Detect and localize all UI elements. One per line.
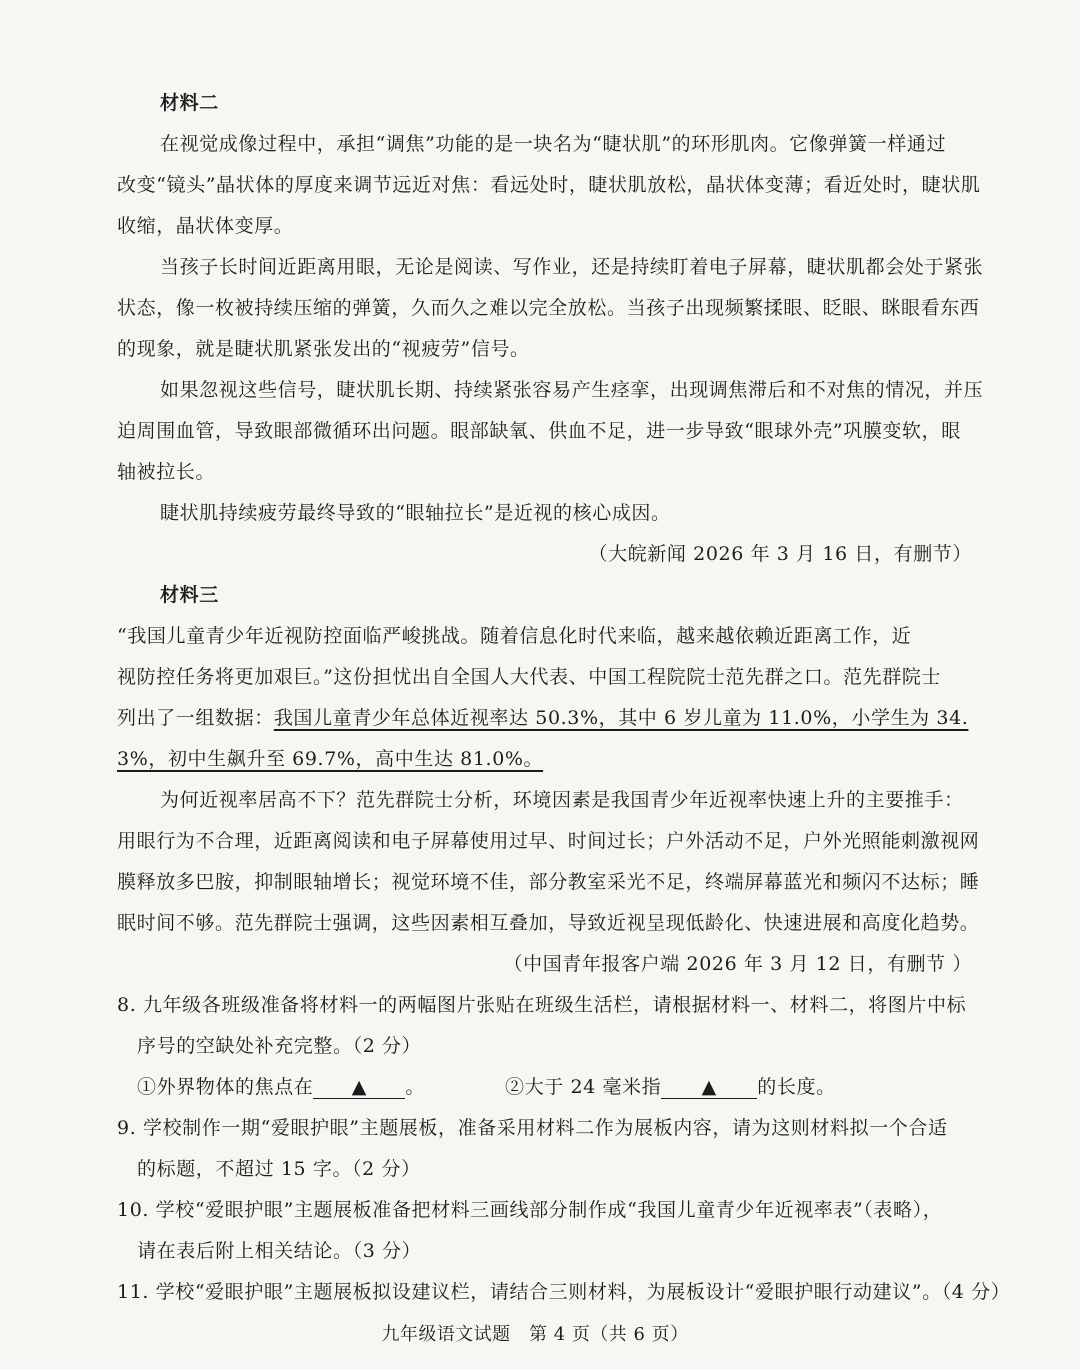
material2-line-2: 改变“镜头”晶状体的厚度来调节远近对焦：看远处时，睫状肌放松，晶状体变薄；看近处时，睫状肌 xyxy=(117,174,981,196)
question-8-blank-2-prefix: ②大于 24 毫米指 xyxy=(505,1076,662,1098)
material3-line-3 xyxy=(117,705,968,731)
material3-line-8: 眠时间不够。范先群院士强调，这些因素相互叠加，导致近视呈现低龄化、快速进展和高度化趋势。 xyxy=(117,912,980,934)
question-8-blank-1-prefix: ①外界物体的焦点在 xyxy=(137,1076,314,1098)
material3-line-7: 膜释放多巴胺，抑制眼轴增长；视觉环境不佳，部分教室采光不足，终端屏幕蓝光和频闪不达标；睡 xyxy=(117,871,980,893)
question-11-line-1: 11. 学校“爱眼护眼”主题展板拟设建议栏，请结合三则材料，为展板设计“爱眼护眼行动建议”。（4 分） xyxy=(117,1281,1011,1303)
question-8-blank-1-suffix: 。 xyxy=(405,1076,426,1098)
page-footer: 九年级语文试题 第 4 页（共 6 页） xyxy=(381,1324,689,1345)
material3-underlined-data-1: 我国儿童青少年总体近视率达 50.3%，其中 6 岁儿童为 11.0%，小学生为 34. xyxy=(273,707,969,729)
question-8-line-1: 8. 九年级各班级准备将材料一的两幅图片张贴在班级生活栏，请根据材料一、材料二，将图片中标 xyxy=(117,994,967,1016)
question-10-line-1: 10. 学校“爱眼护眼”主题展板准备把材料三画线部分制作成“我国儿童青少年近视率表”（表略）， xyxy=(117,1199,943,1221)
material2-line-6: 的现象，就是睫状肌紧张发出的“视疲劳”信号。 xyxy=(117,338,530,360)
question-8-line-2: 序号的空缺处补充完整。（2 分） xyxy=(137,1035,422,1057)
question-8-blank-2-line xyxy=(505,1074,836,1100)
material3-line-5: 为何近视率居高不下？范先群院士分析，环境因素是我国青少年近视率快速上升的主要推手： xyxy=(160,789,964,811)
question-10-line-2: 请在表后附上相关结论。（3 分） xyxy=(137,1240,422,1262)
material3-underlined-data-2: 3%，初中生飙升至 69.7%，高中生达 81.0%。 xyxy=(117,748,544,770)
material2-line-10: 睫状肌持续疲劳最终导致的“眼轴拉长”是近视的核心成因。 xyxy=(160,502,671,524)
material2-line-1: 在视觉成像过程中，承担“调焦”功能的是一块名为“睫状肌”的环形肌肉。它像弹簧一样通过 xyxy=(160,133,947,155)
material2-line-4: 当孩子长时间近距离用眼，无论是阅读、写作业，还是持续盯着电子屏幕，睫状肌都会处于紧张 xyxy=(160,256,984,278)
question-8-blank-2-suffix: 的长度。 xyxy=(757,1076,836,1098)
question-8-blank-1-line xyxy=(137,1074,425,1100)
question-9-line-2: 的标题，不超过 15 字。（2 分） xyxy=(137,1158,421,1180)
material2-line-5: 状态，像一枚被持续压缩的弹簧，久而久之难以完全放松。当孩子出现频繁揉眼、眨眼、眯眼看东西 xyxy=(117,297,980,319)
material2-heading: 材料二 xyxy=(160,92,219,114)
material3-line-4 xyxy=(117,746,543,772)
material2-line-8: 迫周围血管，导致眼部微循环出问题。眼部缺氧、供血不足，进一步导致“眼球外壳”巩膜变软，眼 xyxy=(117,420,961,442)
material2-source: （大皖新闻 2026 年 3 月 16 日，有删节） xyxy=(588,543,972,565)
material3-line-2: 视防控任务将更加艰巨。”这份担忧出自全国人大代表、中国工程院院士范先群之口。范先群院士 xyxy=(117,666,942,688)
material3-line-3-prefix: 列出了一组数据： xyxy=(117,707,274,729)
question-8-answer-blank-1[interactable]: ▲ xyxy=(313,1076,405,1099)
material3-line-6: 用眼行为不合理，近距离阅读和电子屏幕使用过早、时间过长；户外活动不足，户外光照能刺激视网 xyxy=(117,830,980,852)
material3-line-1: “我国儿童青少年近视防控面临严峻挑战。随着信息化时代来临，越来越依赖近距离工作，近 xyxy=(117,625,912,647)
material2-line-9: 轴被拉长。 xyxy=(117,461,216,483)
question-9-line-1: 9. 学校制作一期“爱眼护眼”主题展板，准备采用材料二作为展板内容，请为这则材料拟一个合适 xyxy=(117,1117,948,1139)
material3-heading: 材料三 xyxy=(160,584,219,606)
question-8-answer-blank-2[interactable]: ▲ xyxy=(661,1076,757,1099)
material2-line-3: 收缩，晶状体变厚。 xyxy=(117,215,294,237)
material2-line-7: 如果忽视这些信号，睫状肌长期、持续紧张容易产生痉挛，出现调焦滞后和不对焦的情况，并压 xyxy=(160,379,984,401)
material3-source: （中国青年报客户端 2026 年 3 月 12 日，有删节 ） xyxy=(503,953,972,975)
